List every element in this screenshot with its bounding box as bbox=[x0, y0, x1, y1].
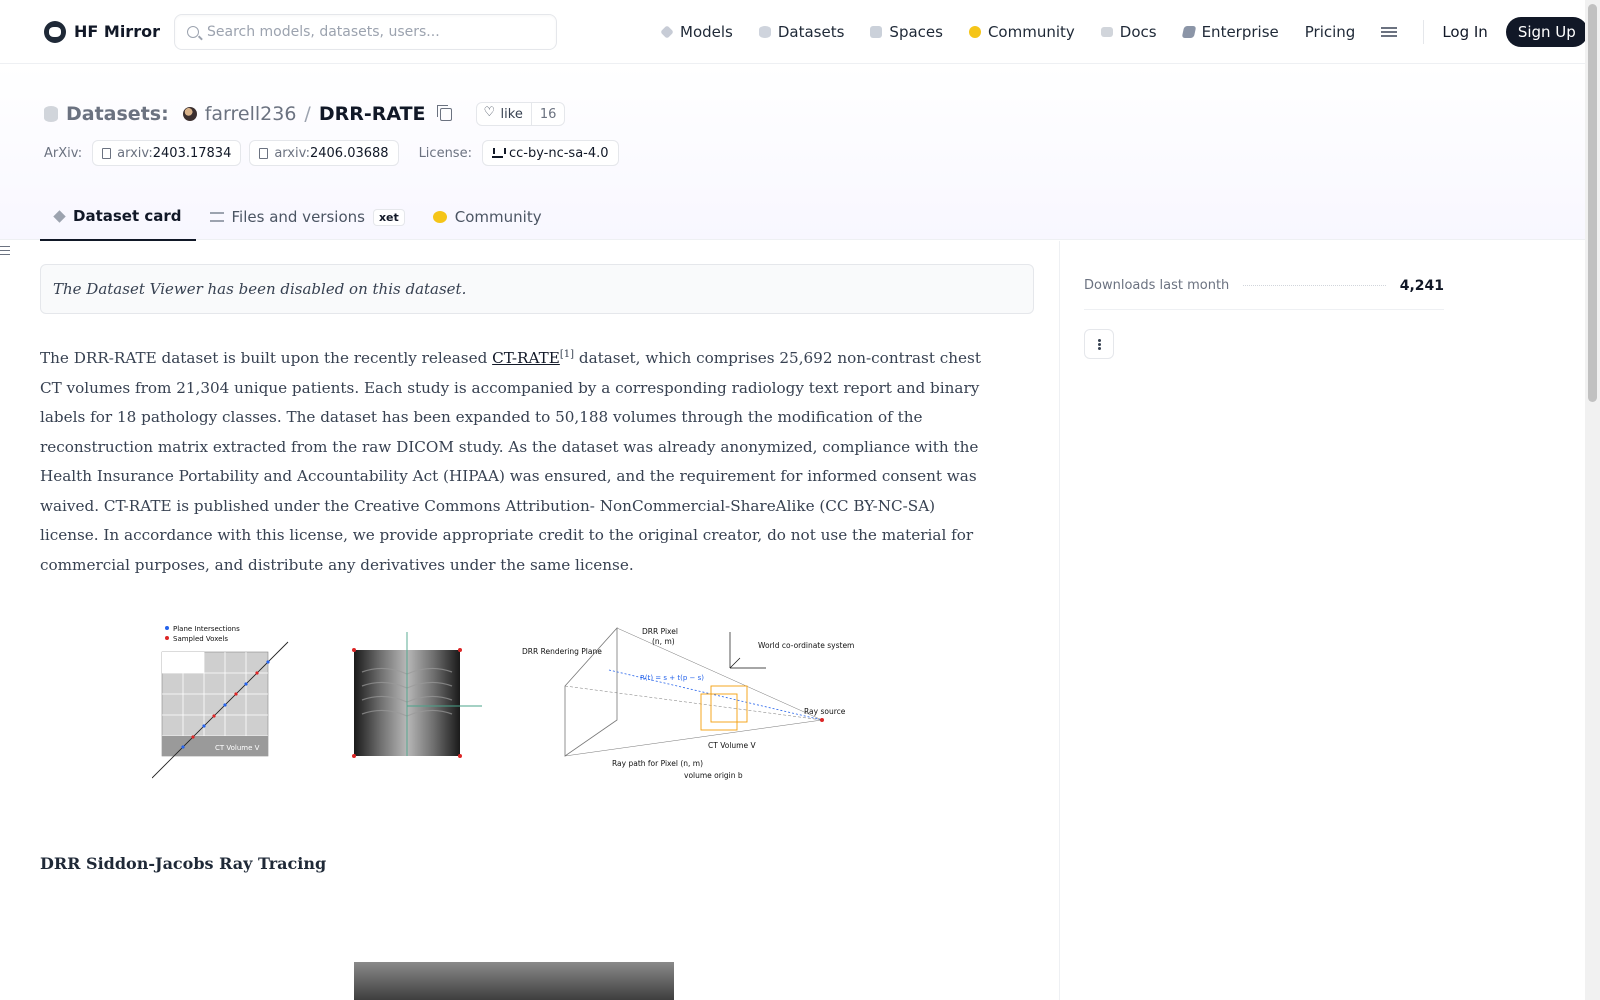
panel-drr-xray bbox=[352, 632, 482, 758]
cube-icon bbox=[660, 25, 674, 39]
nav-pricing[interactable] bbox=[1305, 23, 1356, 41]
label-world-system: World co-ordinate system bbox=[758, 641, 855, 650]
nav-enterprise-label: Enterprise bbox=[1201, 23, 1279, 41]
breadcrumb bbox=[44, 102, 565, 126]
description-paragraph bbox=[40, 340, 985, 580]
license-tag[interactable] bbox=[482, 140, 619, 166]
arxiv-tag-2[interactable] bbox=[249, 140, 398, 166]
label-pixel-nm: (n, m) bbox=[652, 637, 675, 646]
copy-icon[interactable] bbox=[440, 108, 452, 121]
cube-icon bbox=[53, 210, 65, 222]
label-volume-origin: volume origin b bbox=[684, 771, 743, 780]
label-ray-source: Ray source bbox=[804, 707, 846, 716]
owner-avatar[interactable] bbox=[183, 107, 197, 121]
paper-icon bbox=[259, 148, 268, 159]
hf-logo-icon bbox=[44, 21, 66, 43]
label-drr-plane: DRR Rendering Plane bbox=[522, 647, 602, 656]
kebab-menu-icon bbox=[1098, 343, 1101, 346]
arxiv-id: 2406.03688 bbox=[309, 145, 389, 161]
tab-dataset-card[interactable] bbox=[40, 193, 196, 241]
arxiv-id: 2403.17834 bbox=[152, 145, 232, 161]
database-icon bbox=[44, 106, 58, 122]
arxiv-prefix: arxiv: bbox=[117, 145, 153, 161]
tab-community-label: Community bbox=[454, 208, 542, 226]
nav-community-label: Community bbox=[987, 23, 1075, 41]
book-icon bbox=[1101, 27, 1113, 37]
grid-icon bbox=[870, 26, 882, 38]
downloads-label: Downloads last month bbox=[1084, 278, 1230, 293]
brand-link[interactable] bbox=[44, 21, 174, 43]
section-label[interactable]: Datasets: bbox=[66, 103, 169, 125]
nav-enterprise[interactable] bbox=[1183, 23, 1279, 41]
repo-tabs bbox=[40, 193, 556, 241]
ct-rate-link[interactable]: CT-RATE bbox=[492, 349, 560, 368]
search-icon bbox=[187, 26, 199, 38]
enterprise-icon bbox=[1181, 26, 1196, 38]
license-value: cc-by-nc-sa-4.0 bbox=[508, 145, 609, 161]
nav-spaces-label: Spaces bbox=[889, 23, 943, 41]
drr-image-preview bbox=[354, 962, 674, 1000]
section-heading: DRR Siddon-Jacobs Ray Tracing bbox=[40, 854, 327, 873]
database-icon bbox=[759, 26, 771, 38]
files-icon bbox=[210, 212, 224, 222]
paper-icon bbox=[102, 148, 111, 159]
legend-sampled-voxels: Sampled Voxels bbox=[173, 635, 229, 643]
tab-files[interactable] bbox=[196, 193, 419, 241]
downloads-leader bbox=[1243, 285, 1385, 286]
tab-dataset-card-label: Dataset card bbox=[73, 207, 182, 225]
tab-community[interactable] bbox=[419, 193, 556, 241]
repo-tags bbox=[44, 140, 619, 166]
like-button[interactable] bbox=[477, 103, 532, 125]
dataset-card bbox=[40, 264, 1034, 873]
scrollbar-thumb[interactable] bbox=[1588, 4, 1597, 402]
nav-models-label: Models bbox=[680, 23, 733, 41]
like-label: like bbox=[500, 106, 523, 122]
ct-volume-label-b: CT Volume V bbox=[708, 741, 756, 750]
more-menu-icon[interactable] bbox=[1381, 27, 1397, 37]
sidebar-divider bbox=[1059, 241, 1060, 1000]
search-input[interactable] bbox=[207, 24, 537, 40]
community-icon bbox=[433, 211, 447, 223]
search-box[interactable] bbox=[174, 14, 557, 50]
signup-button[interactable]: Sign Up bbox=[1506, 17, 1588, 47]
nav-pricing-label: Pricing bbox=[1304, 23, 1356, 41]
nav-datasets-label: Datasets bbox=[777, 23, 845, 41]
tab-files-label: Files and versions bbox=[231, 208, 365, 226]
breadcrumb-separator: / bbox=[304, 103, 311, 125]
downloads-row bbox=[1084, 262, 1444, 310]
drr-figure bbox=[152, 624, 872, 794]
license-label: License: bbox=[418, 145, 472, 161]
nav-divider bbox=[1423, 20, 1424, 44]
nav-docs[interactable] bbox=[1101, 23, 1157, 41]
label-ray-path: Ray path for Pixel (n, m) bbox=[612, 759, 704, 768]
arxiv-label: ArXiv: bbox=[44, 145, 83, 161]
license-icon bbox=[492, 148, 503, 158]
community-icon bbox=[969, 26, 981, 38]
label-ray-equation: R(t) = s + t(p − s) bbox=[640, 674, 704, 682]
nav-datasets[interactable] bbox=[759, 23, 845, 41]
nav-docs-label: Docs bbox=[1119, 23, 1157, 41]
brand-name: HF Mirror bbox=[74, 22, 160, 41]
ct-volume-label-a: CT Volume V bbox=[215, 744, 260, 752]
xet-badge: xet bbox=[373, 209, 405, 226]
para-text-pre: The DRR-RATE dataset is built upon the recently released bbox=[40, 349, 493, 368]
login-link[interactable]: Log In bbox=[1442, 23, 1488, 41]
arxiv-tag-1[interactable] bbox=[92, 140, 241, 166]
nav-spaces[interactable] bbox=[870, 23, 943, 41]
arxiv-prefix: arxiv: bbox=[274, 145, 310, 161]
toc-toggle-icon[interactable] bbox=[0, 246, 10, 255]
label-drr-pixel: DRR Pixel bbox=[642, 627, 678, 636]
downloads-value: 4,241 bbox=[1399, 277, 1444, 294]
like-widget bbox=[476, 102, 566, 126]
heart-icon bbox=[485, 109, 496, 120]
panel-ray-geometry bbox=[522, 627, 854, 780]
panel-voxel-grid bbox=[152, 625, 288, 778]
repo-title[interactable]: DRR-RATE bbox=[318, 103, 426, 125]
viewer-disabled-note: The Dataset Viewer has been disabled on this dataset. bbox=[40, 264, 1034, 314]
para-text-post: dataset, which comprises 25,692 non-contrast chest CT volumes from 21,304 unique patients. Each study is accompanied by a corresponding radiology text report and binary labels for 18 pathology classes. The dataset has been expanded to 50,188 volumes through the modification of the reconstruction matrix extracted from the raw DICOM study. As the dataset was already anonymized, compliance with the Health Insurance Portability and Accountability Act (HIPAA) was ensured, and the requirement for informed consent was waived. CT-RATE is published under the Creative Commons Attribution- NonCommercial-ShareAlike (CC BY-NC-SA) license. In accordance with this license, we provide appropriate credit to the original creator, do not use the material for commercial purposes, and distribute any derivatives under the same license. bbox=[40, 349, 981, 574]
sidebar-more-button[interactable] bbox=[1084, 329, 1114, 359]
nav-links bbox=[661, 0, 1588, 64]
page-scrollbar[interactable] bbox=[1585, 0, 1600, 1000]
citation-ref[interactable]: [1] bbox=[559, 349, 575, 360]
legend-plane-intersections: Plane Intersections bbox=[173, 625, 240, 633]
like-count[interactable]: 16 bbox=[539, 106, 557, 122]
nav-community[interactable] bbox=[969, 23, 1075, 41]
nav-models[interactable] bbox=[661, 23, 733, 41]
owner-link[interactable]: farrell236 bbox=[204, 103, 297, 125]
